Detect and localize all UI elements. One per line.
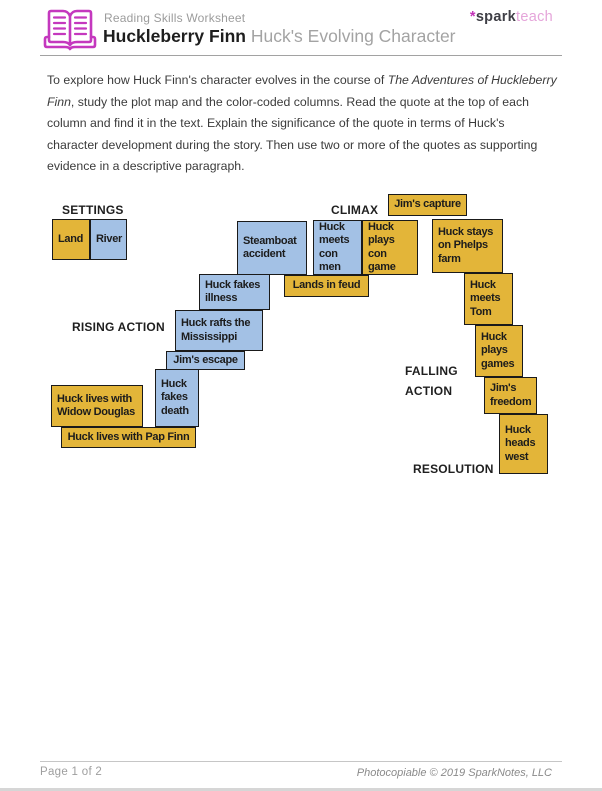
legend-box-river: River bbox=[90, 219, 127, 260]
plot-box-jims-escape: Jim's escape bbox=[166, 351, 245, 370]
falling-action-label: FALLING ACTION bbox=[405, 364, 458, 398]
rising-action-label: RISING ACTION bbox=[72, 320, 165, 334]
header-divider bbox=[40, 55, 562, 56]
plot-box-huck-heads-west: Huck heads west bbox=[499, 414, 548, 474]
copyright-text: Photocopiable © 2019 SparkNotes, LLC bbox=[356, 767, 552, 779]
book-title-italic: The Adventures of Huckleberry Finn bbox=[47, 73, 557, 109]
climax-label: CLIMAX bbox=[331, 203, 379, 217]
open-book-icon bbox=[43, 7, 97, 56]
plot-box-huck-rafts-mississippi: Huck rafts the Mississippi bbox=[175, 310, 263, 351]
instructions-paragraph: To explore how Huck Finn's character evolves in the course of The Adventures of Huckleberry Finn, study the plot map and the color-coded columns. Read the quote at the top of each column and find it in the text. Explain the significance of the quote in terms of Huck's character development during the story. Then use two or more of the quotes as supporting evidence in a descriptive paragraph. bbox=[47, 73, 557, 174]
plot-box-steamboat-accident: Steamboat accident bbox=[237, 221, 307, 275]
plot-box-huck-fakes-illness: Huck fakes illness bbox=[199, 274, 270, 310]
plot-box-huck-stays-phelps-farm: Huck stays on Phelps farm bbox=[432, 219, 503, 273]
worksheet-subtitle: Huck's Evolving Character bbox=[245, 26, 456, 46]
worksheet-type-label: Reading Skills Worksheet bbox=[104, 11, 246, 25]
plot-box-jims-capture: Jim's capture bbox=[388, 194, 467, 216]
book-title: Huckleberry Finn bbox=[103, 26, 246, 46]
page-title bbox=[103, 26, 456, 47]
footer-divider bbox=[40, 761, 562, 762]
plot-box-huck-lives-widow-douglas: Huck lives with Widow Douglas bbox=[51, 385, 143, 427]
plot-box-jims-freedom: Jim's freedom bbox=[484, 377, 537, 414]
page-number: Page 1 of 2 bbox=[40, 766, 103, 778]
plot-box-huck-meets-con-men: Huck meets con men bbox=[313, 220, 362, 275]
plot-box-huck-plays-games: Huck plays games bbox=[475, 325, 523, 377]
plot-box-huck-plays-con-game: Huck plays con game bbox=[362, 220, 418, 275]
sparkteach-logo: *sparkteach bbox=[469, 9, 553, 25]
legend-box-land: Land bbox=[52, 219, 90, 260]
resolution-label: RESOLUTION bbox=[413, 462, 494, 476]
logo-asterisk-icon: * bbox=[469, 9, 476, 25]
plot-box-huck-lives-pap-finn: Huck lives with Pap Finn bbox=[61, 427, 196, 448]
plot-box-huck-meets-tom: Huck meets Tom bbox=[464, 273, 513, 325]
settings-label: SETTINGS bbox=[62, 203, 124, 217]
plot-box-huck-fakes-death: Huck fakes death bbox=[155, 369, 199, 427]
plot-box-lands-in-feud: Lands in feud bbox=[284, 275, 369, 297]
